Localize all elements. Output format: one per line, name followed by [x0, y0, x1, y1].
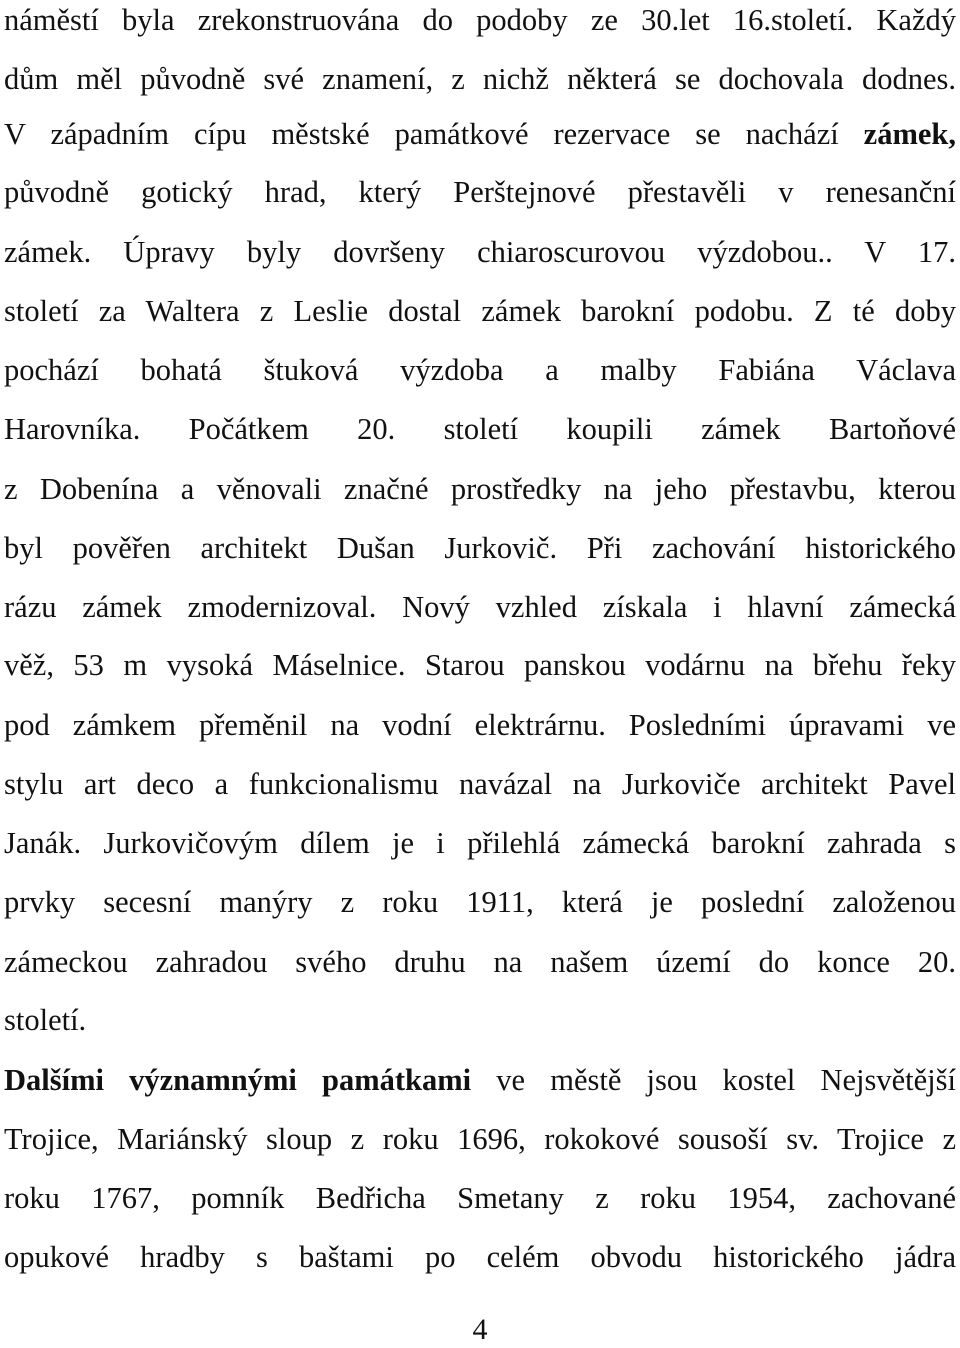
text-line: náměstí byla zrekonstruována do podoby ze 30.let 16.století. Každý — [4, 3, 956, 37]
text-line: rázu zámek zmodernizoval. Nový vzhled získala i hlavní zámecká — [4, 590, 956, 624]
text-line: Harovníka. Počátkem 20. století koupili zámek Bartoňové — [4, 412, 956, 446]
text-line: roku 1767, pomník Bedřicha Smetany z roku 1954, zachované — [4, 1181, 956, 1215]
bold-text-run: zámek, — [863, 117, 956, 151]
text-line: Trojice, Mariánský sloup z roku 1696, rokokové sousoší sv. Trojice z — [4, 1122, 956, 1156]
text-line: století. — [4, 1003, 87, 1037]
text-line: z Dobenína a věnovali značné prostředky na jeho přestavbu, kterou — [4, 472, 956, 506]
text-line: stylu art deco a funkcionalismu navázal na Jurkoviče architekt Pavel — [4, 767, 956, 801]
text-line — [4, 1060, 956, 1100]
text-line: byl pověřen architekt Dušan Jurkovič. Při zachování historického — [4, 531, 956, 565]
text-line: dům měl původně své znamení, z nichž některá se dochovala dodnes. — [4, 62, 956, 96]
text-run: V západním cípu městské památkové rezervace se nachází — [4, 117, 864, 151]
text-line: století za Waltera z Leslie dostal zámek barokní podobu. Z té doby — [4, 294, 956, 328]
bold-text-run: Dalšími významnými památkami — [4, 1063, 472, 1097]
text-line: prvky secesní manýry z roku 1911, která je poslední založenou — [4, 885, 956, 919]
text-line: zámek. Úpravy byly dovršeny chiaroscurovou výzdobou.. V 17. — [4, 235, 956, 269]
text-run: ve městě jsou kostel Nejsvětější — [471, 1063, 957, 1097]
text-line: pod zámkem přeměnil na vodní elektrárnu. Posledními úpravami ve — [4, 708, 956, 742]
text-line: věž, 53 m vysoká Máselnice. Starou panskou vodárnu na břehu řeky — [4, 648, 956, 682]
text-line: zámeckou zahradou svého druhu na našem území do konce 20. — [4, 945, 956, 979]
page-number: 4 — [472, 1313, 488, 1346]
text-line: Janák. Jurkovičovým dílem je i přilehlá zámecká barokní zahrada s — [4, 826, 956, 860]
text-line: opukové hradby s baštami po celém obvodu historického jádra — [4, 1240, 956, 1274]
text-line — [4, 114, 956, 154]
text-line: původně gotický hrad, který Perštejnové přestavěli v renesanční — [4, 175, 956, 209]
text-line: pochází bohatá štuková výzdoba a malby Fabiána Václava — [4, 353, 956, 387]
